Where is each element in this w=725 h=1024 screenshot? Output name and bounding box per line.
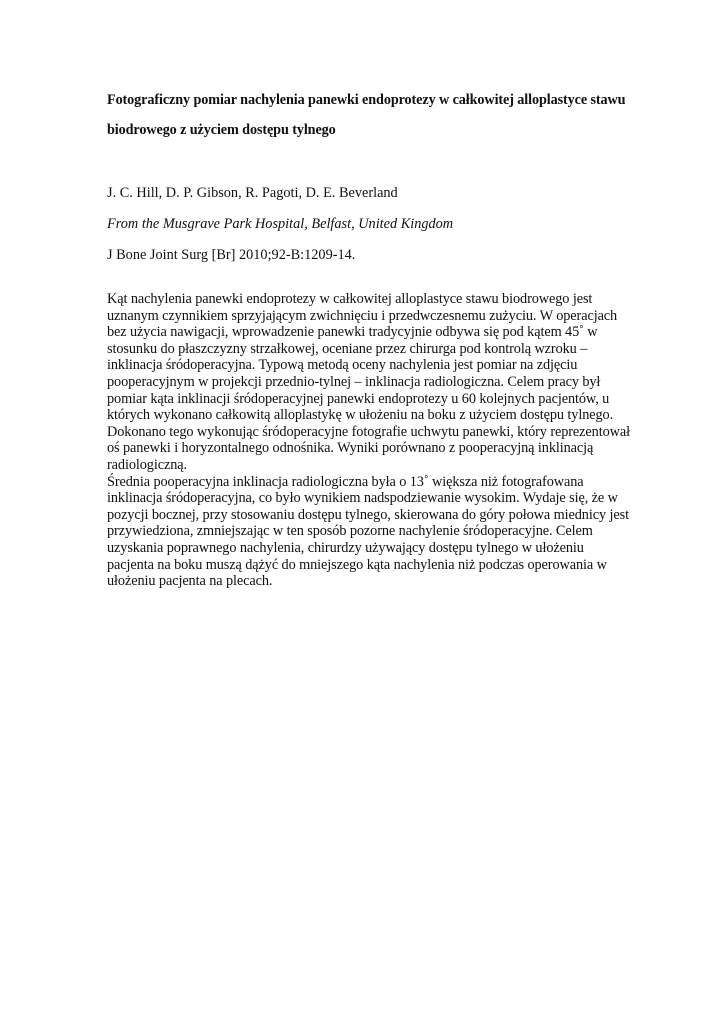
affiliation: From the Musgrave Park Hospital, Belfast, United Kingdom <box>107 216 454 232</box>
author-list: J. C. Hill, D. P. Gibson, R. Pagoti, D. E. Beverland <box>107 185 398 201</box>
abstract-paragraph: Kąt nachylenia panewki endoprotezy w całkowitej alloplastyce stawu biodrowego jest uznanym czynnikiem sprzyjającym zwichnięciu i przedwczesnemu zużyciu. W operacjach bez użycia nawigacji, wprowadzenie panewki tradycyjnie odbywa się pod kątem 45˚ w stosunku do płaszczyzny strzałkowej, oceniane przez chirurga pod kontrolą wzroku – inklinacja śródoperacyjna. Typową metodą oceny nachylenia jest pomiar na zdjęciu pooperacyjnym w projekcji przednio-tylnej – inklinacja radiologiczna. Celem pracy był pomiar kąta inklinacji śródoperacyjnej panewki endoprotezy u 60 kolejnych pacjentów, u których wykonano całkowitą alloplastykę w ułożeniu na boku z użyciem dostępu tylnego. Dokonano tego wykonując śródoperacyjne fotografie uchwytu panewki, który reprezentował oś panewki i horyzontalnego odnośnika. Wyniki porównano z pooperacyjną inklinacją radiologiczną. <box>107 291 630 473</box>
paper-title: Fotograficzny pomiar nachylenia panewki endoprotezy w całkowitej alloplastyce stawu biodrowego z użyciem dostępu tylnego <box>107 92 626 138</box>
abstract <box>107 291 632 590</box>
abstract-paragraph: Średnia pooperacyjna inklinacja radiologiczna była o 13˚ większa niż fotografowana inklinacja śródoperacyjna, co było wynikiem nadspodziewanie wysokim. Wydaje się, że w pozycji bocznej, przy stosowaniu dostępu tylnego, skierowana do góry połowa miednicy jest przywiedziona, zmniejszając w ten sposób pozorne nachylenie śródoperacyjne. Celem uzyskania poprawnego nachylenia, chirurdzy używający dostępu tylnego w ułożeniu pacjenta na boku muszą dążyć do mniejszego kąta nachylenia niż podczas operowania w ułożeniu pacjenta na plecach. <box>107 473 629 590</box>
journal-citation: J Bone Joint Surg [Br] 2010;92-B:1209-14. <box>107 247 356 263</box>
page-content <box>107 85 632 590</box>
